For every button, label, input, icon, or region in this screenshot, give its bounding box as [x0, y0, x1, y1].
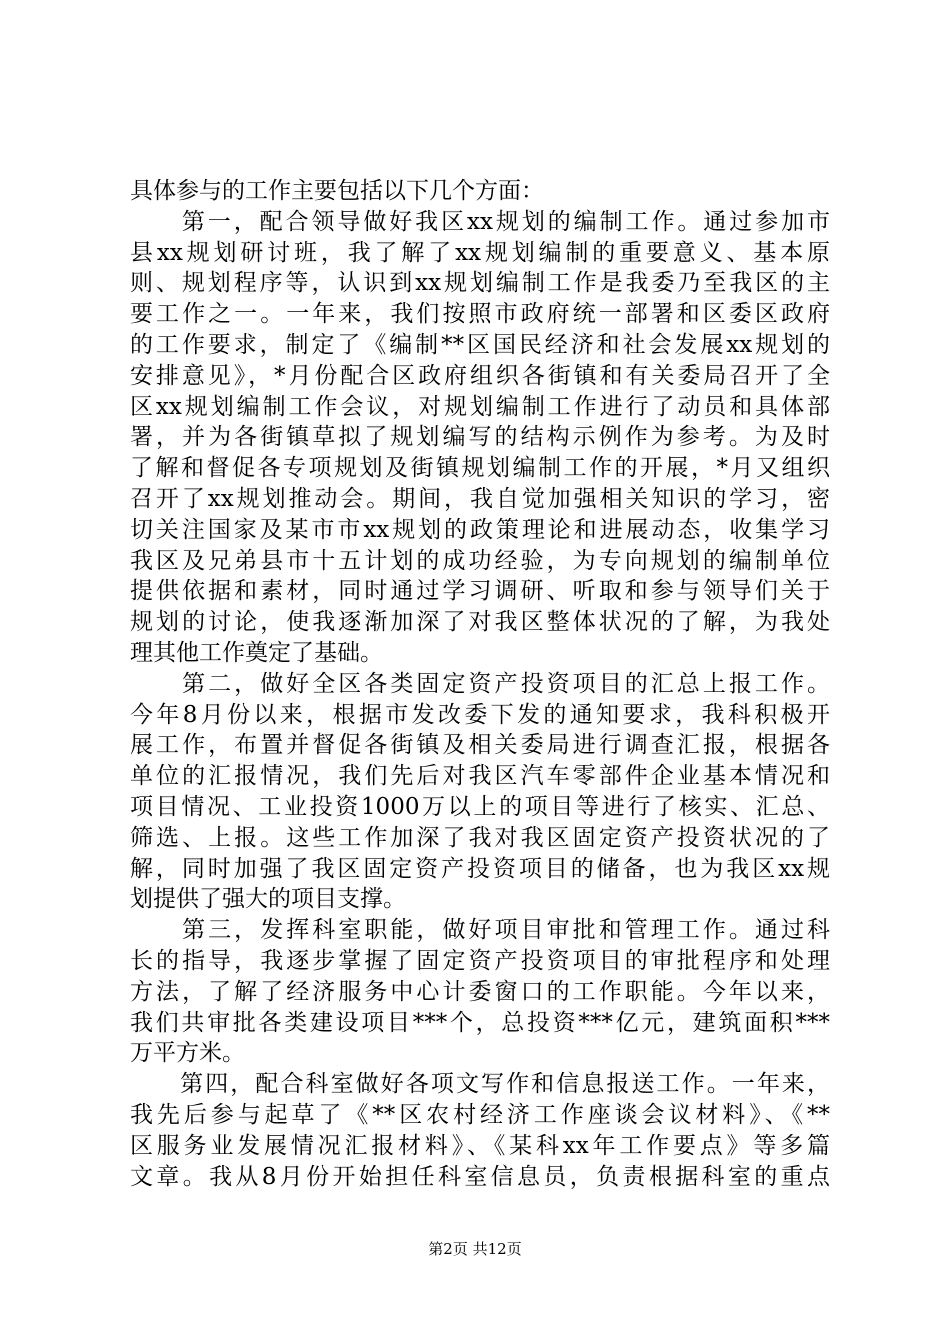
text-line: 第二，做好全区各类固定资产投资项目的汇总上报工作。 [130, 670, 830, 697]
text-line: 县xx规划研讨班，我了解了xx规划编制的重要意义、基本原 [130, 239, 830, 266]
text-line: 召开了xx规划推动会。期间，我自觉加强相关知识的学习，密 [130, 485, 830, 512]
text-line: 署，并为各街镇草拟了规划编写的结构示例作为参考。为及时 [130, 424, 830, 451]
text-line: 了解和督促各专项规划及街镇规划编制工作的开展，*月又组织 [130, 455, 830, 482]
text-line: 文章。我从8月份开始担任科室信息员，负责根据科室的重点 [130, 1163, 830, 1190]
text-line: 理其他工作奠定了基础。 [130, 639, 383, 666]
text-line: 我们共审批各类建设项目***个，总投资***亿元，建筑面积*** [130, 1009, 830, 1036]
text-line: 切关注国家及某市市xx规划的政策理论和进展动态，收集学习 [130, 516, 830, 543]
text-line: 第四，配合科室做好各项文写作和信息报送工作。一年来， [130, 1071, 830, 1098]
text-line: 解，同时加强了我区固定资产投资项目的储备，也为我区xx规 [130, 855, 830, 882]
text-line: 规划的讨论，使我逐渐加深了对我区整体状况的了解，为我处 [130, 609, 830, 636]
text-line: 安排意见》，*月份配合区政府组织各街镇和有关委局召开了全 [130, 362, 830, 389]
text-line: 划提供了强大的项目支撑。 [130, 886, 406, 913]
text-line: 具体参与的工作主要包括以下几个方面： [130, 178, 544, 204]
text-line: 要工作之一。一年来，我们按照市政府统一部署和区委区政府 [130, 301, 830, 328]
text-line: 我先后参与起草了《**区农村经济工作座谈会议材料》、《** [130, 1101, 830, 1128]
document-body [130, 176, 830, 1192]
text-line: 项目情况、工业投资1000万以上的项目等进行了核实、汇总、 [130, 793, 830, 820]
text-line: 筛选、上报。这些工作加深了我对我区固定资产投资状况的了 [130, 824, 830, 851]
text-line: 区服务业发展情况汇报材料》、《某科xx年工作要点》等多篇 [130, 1132, 830, 1159]
text-line: 我区及兄弟县市十五计划的成功经验，为专向规划的编制单位 [130, 547, 830, 574]
page-footer: 第2页 共12页 [428, 1240, 522, 1258]
text-line: 第三，发挥科室职能，做好项目审批和管理工作。通过科 [130, 917, 830, 944]
text-line: 方法，了解了经济服务中心计委窗口的工作职能。今年以来， [130, 978, 830, 1005]
text-line: 万平方米。 [130, 1040, 245, 1067]
text-line: 的工作要求，制定了《编制**区国民经济和社会发展xx规划的 [130, 331, 830, 358]
text-line: 单位的汇报情况，我们先后对我区汽车零部件企业基本情况和 [130, 763, 830, 790]
text-line: 第一，配合领导做好我区xx规划的编制工作。通过参加市 [130, 208, 830, 235]
text-line: 区xx规划编制工作会议，对规划编制工作进行了动员和具体部 [130, 393, 830, 420]
text-line: 展工作，布置并督促各街镇及相关委局进行调查汇报，根据各 [130, 732, 830, 759]
text-line: 提供依据和素材，同时通过学习调研、听取和参与领导们关于 [130, 578, 830, 605]
text-line: 今年8月份以来，根据市发改委下发的通知要求，我科积极开 [130, 701, 830, 728]
text-line: 则、规划程序等，认识到xx规划编制工作是我委乃至我区的主 [130, 270, 830, 297]
text-line: 长的指导，我逐步掌握了固定资产投资项目的审批程序和处理 [130, 947, 830, 974]
